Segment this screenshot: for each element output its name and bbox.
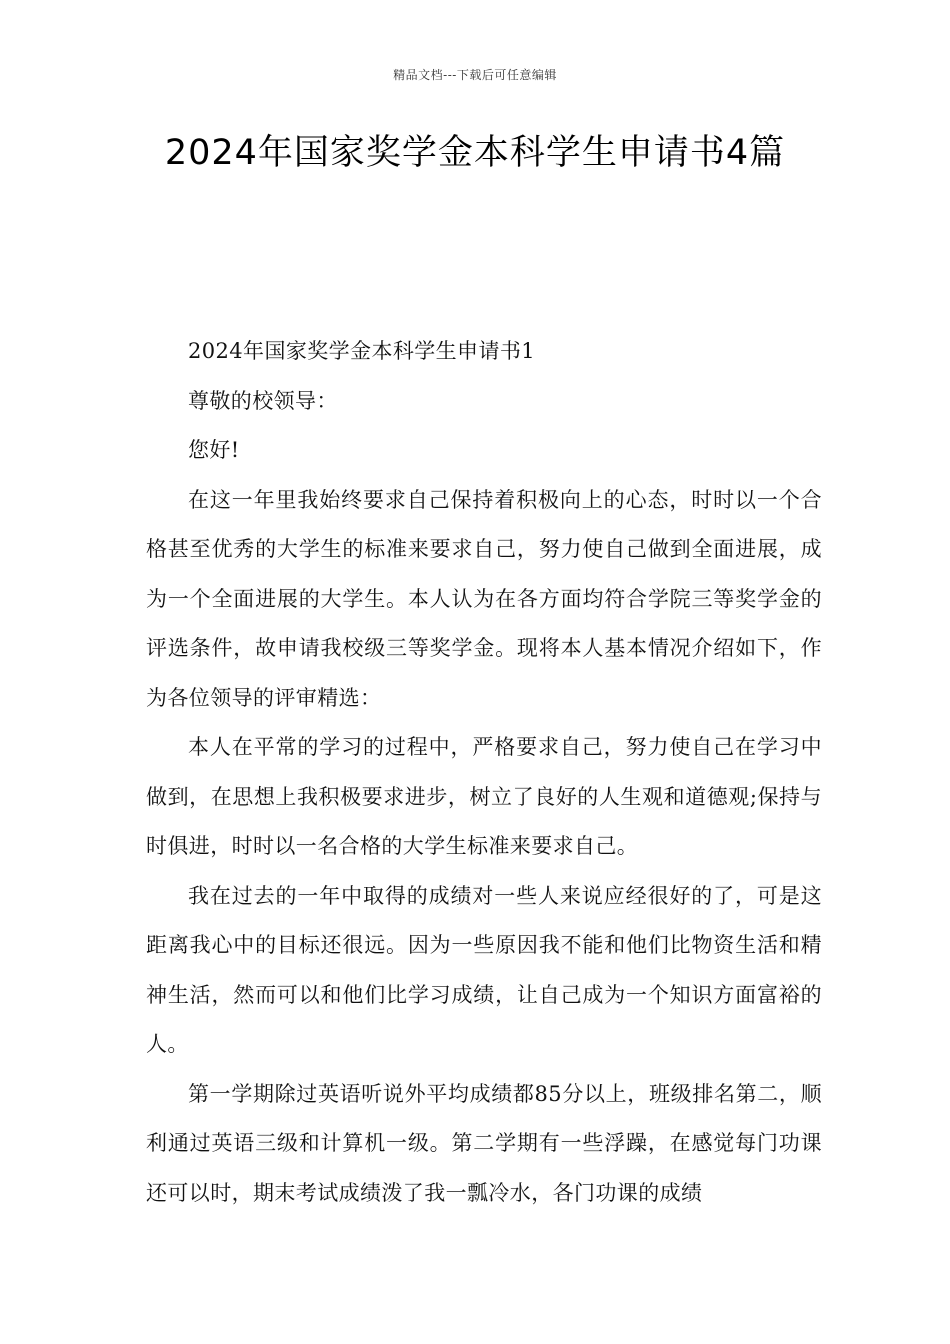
body-paragraph: 我在过去的一年中取得的成绩对一些人来说应经很好的了，可是这距离我心中的目标还很远。因为一些原因我不能和他们比物资生活和精神生活，然而可以和他们比学习成绩，让自己成为一个知识方面富裕的人。 xyxy=(146,883,822,1056)
greeting: 您好! xyxy=(188,438,240,462)
header-note: 精品文档---下载后可任意编辑 xyxy=(393,68,557,82)
body-paragraph: 本人在平常的学习的过程中，严格要求自己，努力使自己在学习中做到，在思想上我积极要求进步，树立了良好的人生观和道德观;保持与时俱进，时时以一名合格的大学生标准来要求自己。 xyxy=(146,735,822,858)
body-paragraph: 在这一年里我始终要求自己保持着积极向上的心态，时时以一个合格甚至优秀的大学生的标准来要求自己，努力使自己做到全面进展，成为一个全面进展的大学生。本人认为在各方面均符合学院三等奖学金的评选条件，故申请我校级三等奖学金。现将本人基本情况介绍如下，作为各位领导的评审精选： xyxy=(146,487,822,710)
salutation: 尊敬的校领导： xyxy=(188,388,338,413)
section-heading: 2024年国家奖学金本科学生申请书1 xyxy=(188,339,536,363)
body-paragraph: 第一学期除过英语听说外平均成绩都85分以上，班级排名第二，顺利通过英语三级和计算机一级。第二学期有一些浮躁，在感觉每门功课还可以时，期末考试成绩泼了我一瓢冷水，各门功课的成绩 xyxy=(146,1081,822,1205)
document-title: 2024年国家奖学金本科学生申请书4篇 xyxy=(164,133,786,173)
document-body xyxy=(146,327,822,1218)
